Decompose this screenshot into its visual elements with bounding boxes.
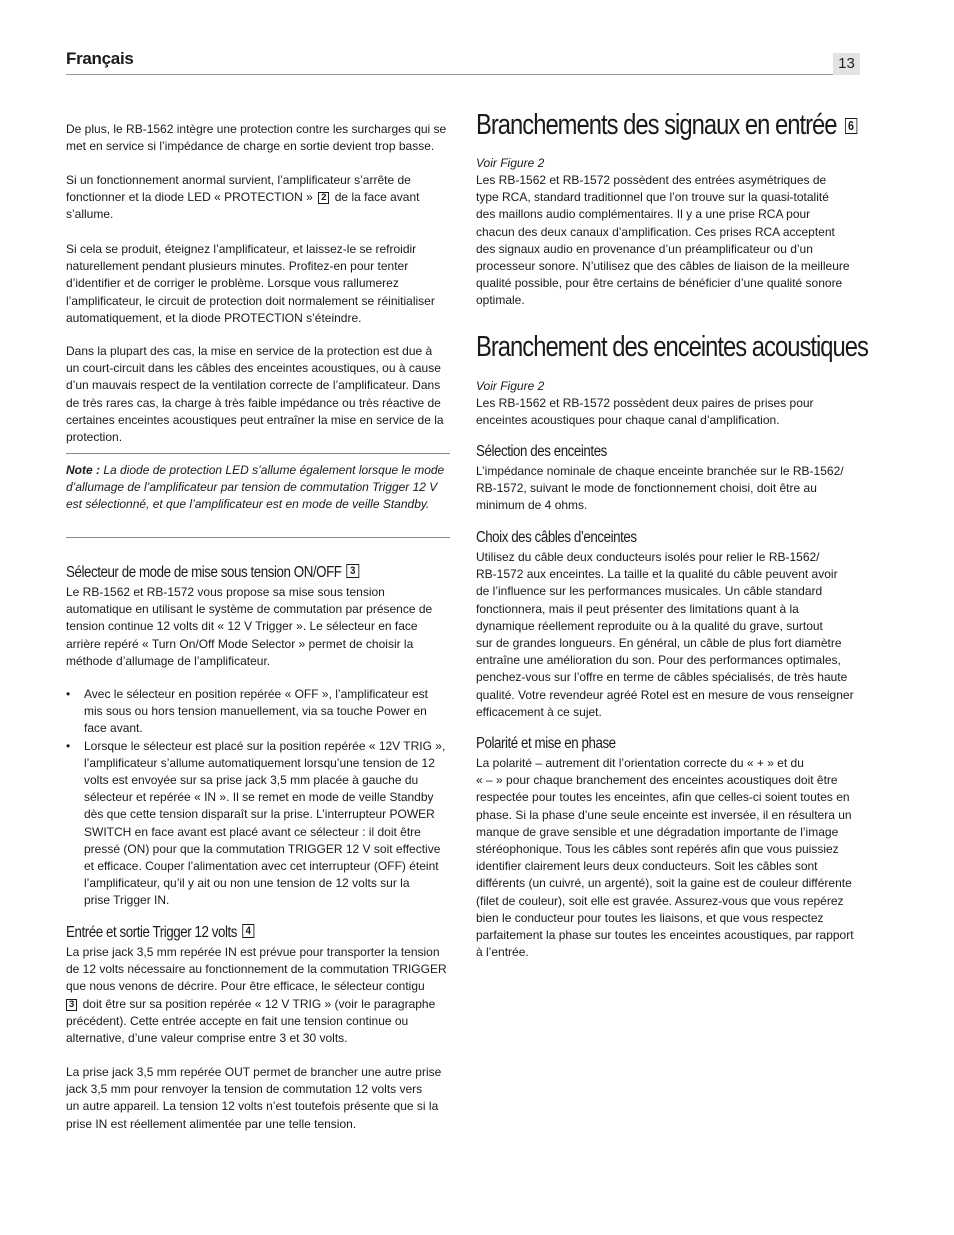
- heading-trigger-io: [66, 924, 254, 942]
- paragraph-cool-down: Si cela se produit, éteignez l’amplificateur, et laissez-le se refroidir naturellement pendant plusieurs minutes. Profitez-en pour tenter d’identifier et de corriger le problème. Lorsque vous rallumerez l’amplificateur, le circuit de protection doit normalement se réinitialiser automatiquement, et la diode PROTECTION s’éteindre.: [66, 242, 435, 325]
- heading-polarity-phase: Polarité et mise en phase: [476, 735, 616, 752]
- heading-text: Branchements des signaux en entrée: [476, 109, 837, 141]
- note-text: La diode de protection LED s’allume également lorsque le mode d’allumage de l’amplificateur par tension de commutation Trigger 12 V est sélectionné, et que l’amplificateur est en mode de veille Standby.: [66, 463, 445, 512]
- figure-reference: Voir Figure 2: [476, 156, 545, 170]
- paragraph-polarity-phase: La polarité – autrement dit l’orientation correcte du « + » et du « – » pour chaque branchement des enceintes acoustiques doit être respectée pour toutes les enceintes, afin que celles-ci soient toutes en phase. Si la phase d’une seule enceinte est inversée, il en résultera un manque de grave sensible et une dégradation importante de l’image stéréophonique. Tous les câbles sont repérés afin que vous puissiez identifier clairement leurs deux conducteurs. Soit les câbles sont différents (un cuivré, un argenté), soit la gaine est de couleur différente (filet de couleur), soit elle est gravée. Assurez-vous que vous repérez bien le conducteur pour toutes les liaisons, et que vous respectez parfaitement la phase sur toutes les enceintes acoustiques, par rapport à l’entrée.: [476, 756, 854, 960]
- section-language-label: Français: [66, 49, 134, 68]
- page-number: 13: [833, 53, 860, 75]
- paragraph-overload-protection: De plus, le RB-1562 intègre une protection contre les surcharges qui se met en service si l’impédance de charge en sortie devient trop basse.: [66, 122, 447, 154]
- paragraph-text: de la face avant s’allume.: [66, 190, 420, 222]
- paragraph-trigger-in: [66, 944, 447, 1047]
- note-top-divider: [66, 453, 450, 454]
- paragraph-trigger-out: La prise jack 3,5 mm repérée OUT permet de brancher une autre prise jack 3,5 mm pour renvoyer la tension de commutation 12 volts vers un autre appareil. La tension 12 volts n’est toutefois présente que si la prise IN est réellement alimentée par une telle tension.: [66, 1065, 442, 1131]
- paragraph-speaker-cables: Utilisez du câble deux conducteurs isolés pour relier le RB-1562/ RB-1572 aux enceintes. La taille et la qualité du câble peuvent avoir de l’influence sur les performances musicales. Un câble standard fonctionnera, mais il peut présenter des limitations quant à la dynamique réellement reproduite ou à la qualité du grave, surtout sur de grandes longueurs. En général, un câble de plus fort diamètre entraîne une amélioration du son. Pour des performances optimales, penchez-vous sur l’offre en terme de câbles spécialisés, de très haute qualité. Votre revendeur agréé Rotel est en mesure de vous renseigner efficacement à ce sujet.: [476, 550, 854, 719]
- paragraph-protection-causes: Dans la plupart des cas, la mise en service de la protection est due à un court-circuit dans les câbles des enceintes acoustiques, ou à cause d’un mauvais respect de la ventilation correcte de l’amplificateur. Dans de très rares cas, la charge à très faible impédance ou très réactive de certaines enceintes acoustiques peut entraîner la mise en service de la protection.: [66, 344, 444, 445]
- heading-speaker-selection: Sélection des enceintes: [476, 443, 607, 460]
- reference-number-badge: 3: [66, 999, 77, 1011]
- paragraph-power-mode-selector: Le RB-1562 et RB-1572 vous propose sa mise sous tension automatique en utilisant le système de commutation par présence de tension continue 12 volts dit « 12 V Trigger ». Le sélecteur en face arrière repéré « Turn On/Off Mode Selector » permet de choisir la méthode d’allumage de l’amplificateur.: [66, 585, 433, 668]
- note-label: Note :: [66, 463, 100, 477]
- heading-speaker-connection: Branchement des enceintes acoustiques: [476, 331, 868, 363]
- heading-signal-inputs: [476, 109, 857, 141]
- header-divider: [66, 74, 860, 75]
- paragraph-speaker-terminals: Les RB-1562 et RB-1572 possèdent deux paires de prises pour enceintes acoustiques pour chaque canal d’amplification.: [476, 396, 814, 428]
- reference-number-badge: 4: [242, 924, 254, 938]
- selector-options-list: [66, 686, 450, 910]
- figure-reference: Voir Figure 2: [476, 379, 545, 393]
- paragraph-speaker-selection: L’impédance nominale de chaque enceinte branchée sur le RB-1562/ RB-1572, suivant le mode de fonctionnement choisi, doit être au minimum de 4 ohms.: [476, 464, 844, 513]
- list-item: • Lorsque le sélecteur est placé sur la position repérée « 12V TRIG », l’amplificateur s’allume automatiquement lorsqu’une tension de 12 volts est envoyée sur sa prise jack 3,5 mm placée à gauche du sélecteur et repérée « IN ». Il se remet en mode de veille Standby dès que cette tension disparaît sur la prise. L’interrupteur POWER SWITCH en face avant est placé avant ce sélecteur : il doit être pressé (ON) pour que la commutation TRIGGER 12 V soit effective et efficace. Couper l’alimentation avec cet interrupteur (OFF) éteint l’amplificateur, qu’il y ait ou non une tension de 12 volts sur la prise Trigger IN.: [66, 738, 450, 910]
- reference-number-badge: 3: [347, 564, 359, 578]
- paragraph-signal-inputs: Les RB-1562 et RB-1572 possèdent des entrées asymétriques de type RCA, standard traditionnel que l’on trouve sur la quasi-totalité des maillons audio complémentaires. Il y a une prise RCA pour chacun des deux canaux d’amplification. Ces prises RCA acceptent des signaux audio en provenance d’un préamplificateur ou d’un processeur sonore. N’utilisez que des câbles de liaison de la meilleure qualité possible, pour être certains de bénéficier d’une qualité sonore optimale.: [476, 173, 850, 308]
- note-block: [66, 462, 450, 514]
- paragraph-text: La prise jack 3,5 mm repérée IN est prévue pour transporter la tension de 12 volts nécessaire au fonctionnement de la commutation TRIGGER que nous venons de décrire. Pour être efficace, le sélecteur contigu: [66, 945, 447, 994]
- reference-number-badge: 6: [845, 118, 857, 134]
- heading-speaker-cables: Choix des câbles d’enceintes: [476, 529, 637, 546]
- reference-number-badge: 2: [318, 192, 329, 204]
- list-item: • Avec le sélecteur en position repérée « OFF », l’amplificateur est mis sous ou hors tension manuellement, via sa touche Power en face avant.: [66, 686, 450, 738]
- heading-text: Sélecteur de mode de mise sous tension ON/OFF: [66, 564, 342, 581]
- paragraph-text: doit être sur sa position repérée « 12 V TRIG » (voir le paragraphe précédent). Cette entrée accepte en fait une tension continue ou alternative, d’une valeur comprise entre 3 et 30 volts.: [66, 996, 436, 1046]
- paragraph-abnormal-operation: [66, 172, 419, 224]
- heading-text: Entrée et sortie Trigger 12 volts: [66, 924, 238, 941]
- heading-power-mode-selector: [66, 564, 359, 582]
- paragraph-text: Si un fonctionnement anormal survient, l’amplificateur s’arrête de fonctionner et la diode LED « PROTECTION »: [66, 173, 411, 205]
- note-bottom-divider: [66, 537, 450, 538]
